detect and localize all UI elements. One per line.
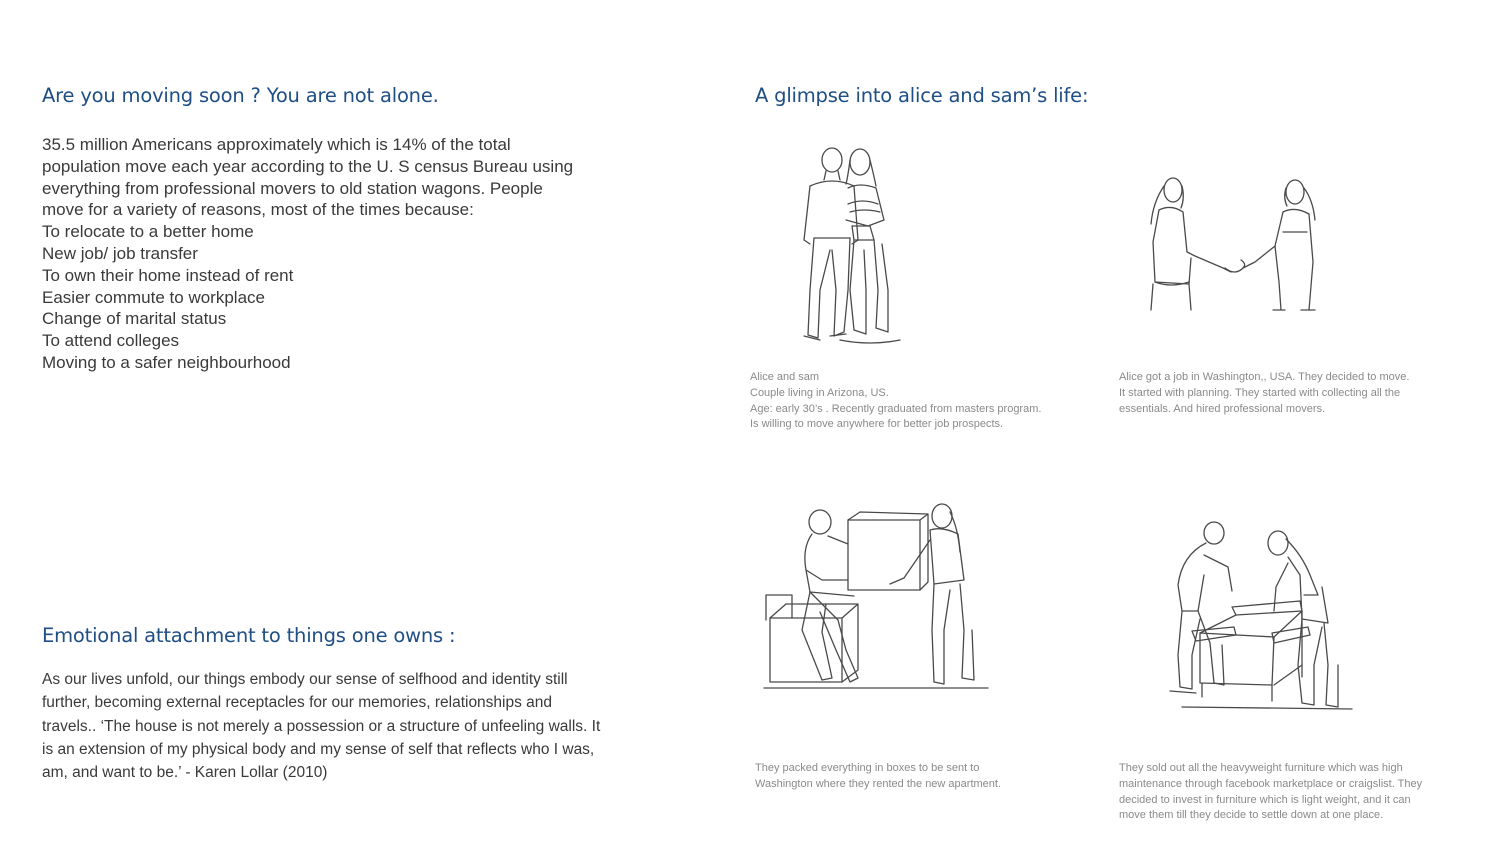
caption-line: They packed everything in boxes to be sent to bbox=[755, 762, 980, 774]
story-heading: A glimpse into alice and sam’s life: bbox=[755, 84, 1089, 107]
intro-line: everything from professional movers to old station wagons. People bbox=[42, 178, 543, 198]
panel-3-caption bbox=[755, 761, 1001, 793]
couple-standing-sketch bbox=[770, 140, 970, 355]
intro-line: population move each year according to the U. S census Bureau using bbox=[42, 156, 574, 176]
reason-item: Easier commute to workplace bbox=[42, 287, 265, 307]
intro-heading: Are you moving soon ? You are not alone. bbox=[42, 84, 439, 107]
caption-line: move them till they decide to settle down at one place. bbox=[1119, 809, 1384, 822]
caption-line: It started with planning. They started with collecting all the bbox=[1119, 386, 1401, 399]
caption-line: maintenance through facebook marketplace or craigslist. They bbox=[1119, 777, 1423, 790]
reason-item: To relocate to a better home bbox=[42, 222, 254, 242]
emotional-heading: Emotional attachment to things one owns : bbox=[42, 624, 456, 647]
panel-1-caption bbox=[750, 370, 1041, 433]
caption-line: Alice got a job in Washington,, USA. They decided to move. bbox=[1119, 371, 1410, 383]
panel-4-caption bbox=[1119, 761, 1422, 824]
lifting-armchair-sketch bbox=[1152, 515, 1362, 720]
handshake-sketch bbox=[1135, 172, 1335, 317]
emotional-line: is an extension of my physical body and my sense of self that reflects who I was, bbox=[42, 740, 595, 758]
intro-line: move for a variety of reasons, most of the times because: bbox=[42, 200, 474, 220]
emotional-line: As our lives unfold, our things embody our sense of selfhood and identity still bbox=[42, 671, 568, 688]
emotional-line: travels.. ‘The house is not merely a possession or a structure of unfeeling walls. It bbox=[42, 717, 601, 735]
intro-paragraph bbox=[42, 134, 573, 374]
reason-item: New job/ job transfer bbox=[42, 243, 198, 263]
caption-line: essentials. And hired professional movers. bbox=[1119, 402, 1326, 415]
emotional-line: am, and want to be.’ - Karen Lollar (2010) bbox=[42, 764, 328, 782]
reason-item: To own their home instead of rent bbox=[42, 265, 294, 285]
emotional-line: further, becoming external receptacles for our memories, relationships and bbox=[42, 694, 553, 712]
caption-line: They sold out all the heavyweight furniture which was high bbox=[1119, 762, 1403, 774]
intro-line: 35.5 million Americans approximately which is 14% of the total bbox=[42, 135, 511, 154]
caption-line: Alice and sam bbox=[750, 371, 820, 383]
caption-line: Couple living in Arizona, US. bbox=[750, 386, 889, 399]
reason-item: Change of marital status bbox=[42, 309, 227, 329]
reason-item: To attend colleges bbox=[42, 331, 180, 351]
caption-line: decided to invest in furniture which is light weight, and it can bbox=[1119, 793, 1411, 806]
caption-line: Age: early 30’s . Recently graduated from masters program. bbox=[750, 402, 1042, 415]
carrying-box-sketch bbox=[762, 500, 992, 700]
panel-2-caption bbox=[1119, 370, 1409, 417]
caption-line: Is willing to move anywhere for better job prospects. bbox=[750, 418, 1004, 431]
caption-line: Washington where they rented the new apartment. bbox=[755, 777, 1002, 790]
reason-item: Moving to a safer neighbourhood bbox=[42, 352, 291, 372]
emotional-paragraph bbox=[42, 668, 600, 784]
